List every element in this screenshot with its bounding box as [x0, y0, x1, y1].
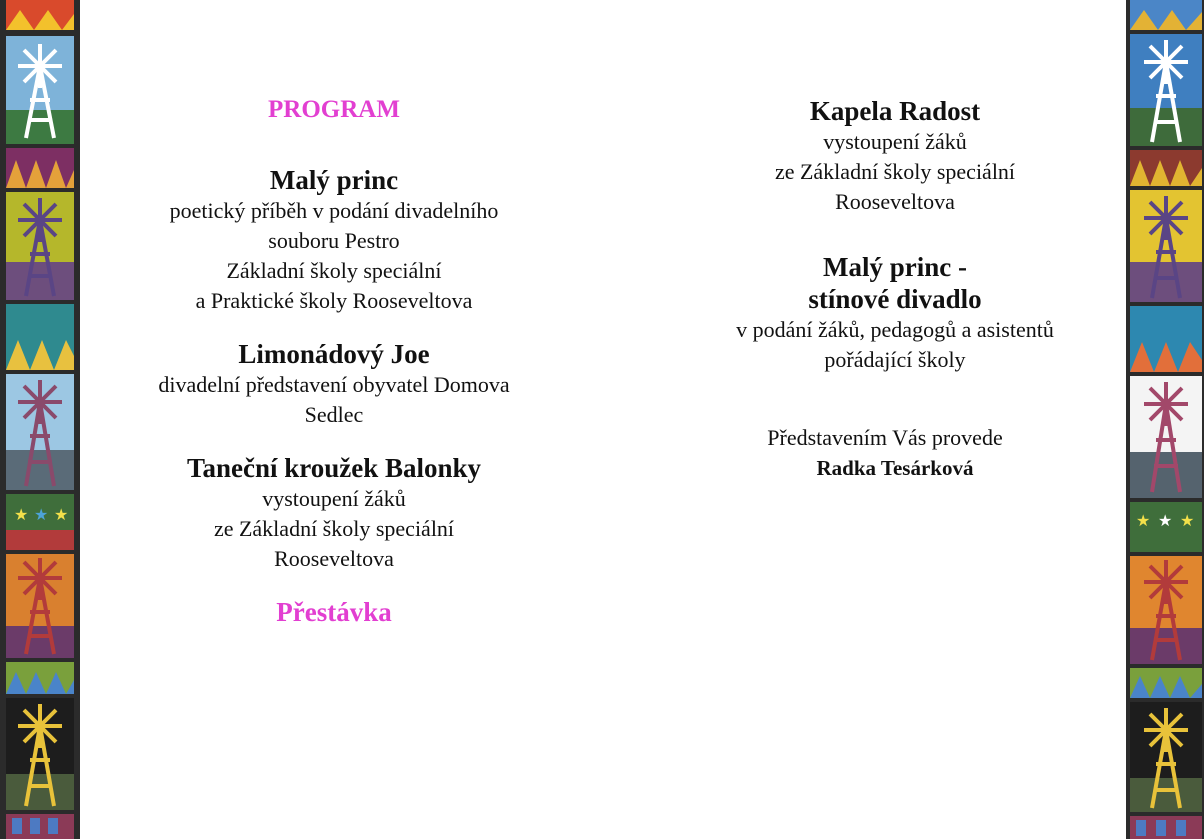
- intermission-label: Přestávka: [276, 597, 392, 627]
- left-decorative-border: [0, 0, 80, 839]
- program-right-column: [690, 95, 1100, 483]
- item-line: v podání žáků, pedagogů a asistentů: [736, 317, 1054, 342]
- item-line: vystoupení žáků: [262, 486, 406, 511]
- svg-text:★: ★: [14, 505, 29, 524]
- svg-text:★: ★: [1158, 511, 1173, 530]
- host-block: [690, 423, 1100, 483]
- item-line: pořádající školy: [824, 347, 966, 372]
- item-line: Sedlec: [304, 402, 364, 427]
- program-item-stinove-divadlo: [690, 251, 1100, 375]
- windmill-border-icon: [1126, 0, 1204, 839]
- item-line: Rooseveltova: [835, 189, 955, 214]
- program-item-maly-princ: [118, 164, 550, 316]
- program-item-kapela-radost: [690, 95, 1100, 217]
- item-line: divadelní představení obyvatel Domova: [158, 372, 510, 397]
- item-title: Kapela Radost: [809, 96, 981, 126]
- svg-text:★: ★: [54, 505, 69, 524]
- svg-text:★: ★: [1136, 511, 1151, 530]
- right-decorative-border: [1126, 0, 1204, 839]
- program-heading: PROGRAM: [268, 96, 400, 123]
- item-title: stínové divadlo: [808, 284, 982, 314]
- windmill-border-icon: [0, 0, 80, 839]
- svg-text:★: ★: [34, 505, 49, 524]
- item-title: Malý princ -: [823, 252, 967, 282]
- program-left-column: [118, 94, 550, 628]
- item-title: Limonádový Joe: [238, 339, 430, 369]
- item-line: Rooseveltova: [274, 546, 394, 571]
- item-line: Základní školy speciální: [226, 258, 442, 283]
- item-title: Taneční kroužek Balonky: [186, 453, 482, 483]
- item-line: vystoupení žáků: [823, 129, 967, 154]
- item-line: a Praktické školy Rooseveltova: [195, 288, 473, 313]
- program-item-limonadovy-joe: [118, 338, 550, 430]
- svg-text:★: ★: [1180, 511, 1195, 530]
- host-name: Radka Tesárková: [816, 456, 974, 480]
- program-item-balonky: [118, 452, 550, 574]
- item-title: Malý princ: [269, 165, 399, 195]
- item-line: souboru Pestro: [268, 228, 400, 253]
- item-line: poetický příběh v podání divadelního: [169, 198, 499, 223]
- item-line: ze Základní školy speciální: [213, 516, 455, 541]
- host-intro: Představením Vás provede: [767, 425, 1003, 450]
- item-line: ze Základní školy speciální: [774, 159, 1016, 184]
